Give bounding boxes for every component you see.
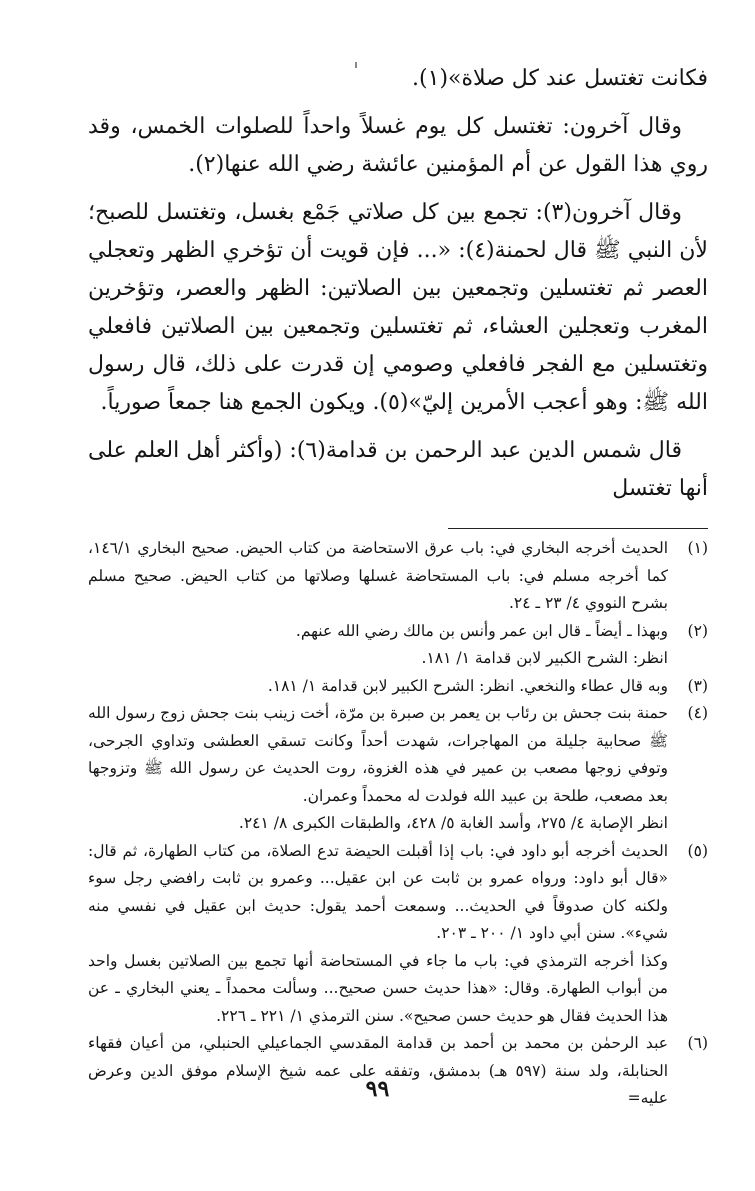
footnote-item — [88, 673, 708, 701]
footnote-item — [88, 535, 708, 618]
footnotes — [88, 535, 708, 1113]
footnote-line: حمنة بنت جحش بن رئاب بن يعمر بن صبرة بن مرّة، أخت زينب بنت جحش زوج رسول الله ﷺ صحابية جليلة من المهاجرات، شهدت أحداً وكانت تسقي العطشى وتداوي الجرحى، وتوفي زوجها مصعب بن عمير في هذه الغزوة، روت الحديث عن رسول الله ﷺ وتزوجها بعد مصعب، طلحة بن عبيد الله فولدت له محمداً وعمران. — [88, 704, 668, 805]
body-paragraph: فكانت تغتسل عند كل صلاة»(١). — [412, 66, 708, 91]
footnote-number: (٥) — [687, 841, 708, 860]
footnote-line: انظر: الشرح الكبير لابن قدامة ١/ ١٨١. — [421, 649, 668, 667]
footnote-number: (١) — [687, 539, 708, 557]
body-paragraph: وقال آخرون(٣): تجمع بين كل صلاتي جَمْع بغسل، وتغتسل للصبح؛ لأن النبي ﷺ قال لحمنة(٤): «... فإن قويت أن تؤخري الظهر وتعجلي العصر ثم تغتسلين وتجمعين بين الصلاتين: الظهر والعصر، وتؤخرين المغرب وتعجلين العشاء، ثم تغتسلين وتجمعين بين الصلاتين فافعلي وتغتسلين مع الفجر فافعلي وصومي إن قدرت على ذلك، قال رسول الله ﷺ: وهو أعجب الأمرين إليّ»(٥). ويكون الجمع هنا جمعاً صورياً. — [88, 200, 708, 415]
footnote-line: الحديث أخرجه أبو داود في: باب إذا أقبلت الحيضة تدع الصلاة، من كتاب الطهارة، ثم قال: «قال أبو داود: ورواه عمرو بن ثابت عن ابن عقيل... وعمرو بن ثابت رافضي رجل سوء ولكنه كان صدوقاً في الحديث... وسمعت أحمد يقول: حديث ابن عقيل في نفسي منه شيء». سنن أبي داود ١/ ٢٠٠ ـ ٢٠٣. — [88, 841, 668, 942]
footnote-text — [88, 838, 668, 1031]
footnote-number: (٣) — [687, 676, 708, 695]
footnote-number: (٢) — [687, 621, 708, 640]
footnote-text — [88, 673, 668, 701]
footnote-number: (٤) — [687, 704, 708, 722]
footnote-line: الحديث أخرجه البخاري في: باب عرق الاستحاضة من كتاب الحيض. صحيح البخاري ١٤٦/١، كما أخرجه مسلم في: باب المستحاضة غسلها وصلاتها من كتاب الحيض. صحيح مسلم بشرح النووي ٤/ ٢٣ ـ ٢٤. — [88, 539, 668, 612]
footnote-line: وبهذا ـ أيضاً ـ قال ابن عمر وأنس بن مالك رضي الله عنهم. — [295, 621, 668, 640]
page-content — [88, 60, 708, 1113]
footnote-text — [88, 700, 668, 838]
footnote-item — [88, 838, 708, 1031]
footnote-line: عبد الرحمٰن بن محمد بن أحمد بن قدامة المقدسي الجماعيلي الحنبلي، من أعيان فقهاء الحنابلة، ولد سنة (٥٩٧ هـ) بدمشق، وتفقه على عمه شيخ الإسلام موفق الدين وعرض عليه= — [88, 1034, 669, 1107]
footnote-item — [88, 700, 708, 838]
main-text — [88, 60, 708, 508]
footnote-line: انظر الإصابة ٤/ ٢٧٥، وأسد الغابة ٥/ ٤٢٨، والطبقات الكبرى ٨/ ٢٤١. — [238, 814, 668, 832]
footnote-divider — [448, 528, 708, 529]
footnote-text — [88, 618, 668, 673]
footnote-line: وكذا أخرجه الترمذي في: باب ما جاء في المستحاضة أنها تجمع بين الصلاتين بغسل واحد من أبواب الطهارة. وقال: «هذا حديث حسن صحيح... وسألت محمداً ـ يعني البخاري ـ عن هذا الحديث فقال هو حديث حسن صحيح». سنن الترمذي ١/ ٢٢١ ـ ٢٢٦. — [88, 951, 668, 1025]
footnote-item — [88, 618, 708, 673]
body-paragraph: وقال آخرون: تغتسل كل يوم غسلاً واحداً للصلوات الخمس، وقد روي هذا القول عن أم المؤمنين عائشة رضي الله عنها(٢). — [88, 114, 708, 177]
footnote-line: وبه قال عطاء والنخعي. انظر: الشرح الكبير لابن قدامة ١/ ١٨١. — [267, 676, 668, 695]
footnote-text — [88, 535, 668, 618]
footnote-number: (٦) — [687, 1034, 708, 1052]
page-number: ٩٩ — [365, 1076, 390, 1102]
body-paragraph: قال شمس الدين عبد الرحمن بن قدامة(٦): (وأكثر أهل العلم على أنها تغتسل — [88, 438, 708, 501]
